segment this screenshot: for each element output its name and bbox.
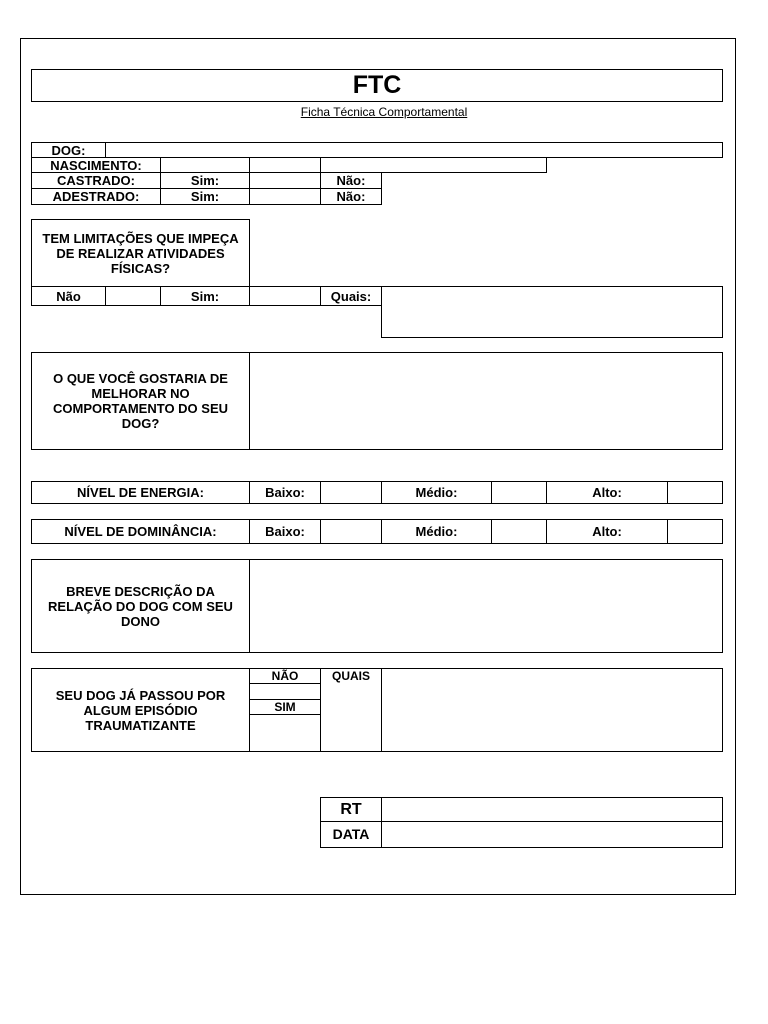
dominance-baixo-label: Baixo: xyxy=(249,519,321,544)
trauma-nao-field[interactable] xyxy=(249,683,321,700)
energy-alto-field[interactable] xyxy=(667,481,723,504)
nascimento-field-3[interactable] xyxy=(320,157,547,173)
energy-label: NÍVEL DE ENERGIA: xyxy=(31,481,250,504)
castrado-sim-field[interactable] xyxy=(249,172,321,189)
rt-field[interactable] xyxy=(381,797,723,822)
castrado-sim-label: Sim: xyxy=(160,172,250,189)
dominance-medio-label: Médio: xyxy=(381,519,492,544)
limitations-quais-field[interactable] xyxy=(381,286,723,338)
energy-medio-field[interactable] xyxy=(491,481,547,504)
trauma-quais-label: QUAIS xyxy=(320,668,382,684)
limitations-sim-field[interactable] xyxy=(249,286,321,306)
trauma-sim-field[interactable] xyxy=(249,714,321,752)
trauma-quais-column xyxy=(320,683,382,752)
limitations-quais-label: Quais: xyxy=(320,286,382,306)
relation-answer-field[interactable] xyxy=(249,559,723,653)
data-field[interactable] xyxy=(381,821,723,848)
castrado-label: CASTRADO: xyxy=(31,172,161,189)
improve-answer-field[interactable] xyxy=(249,352,723,450)
energy-medio-label: Médio: xyxy=(381,481,492,504)
dominance-alto-field[interactable] xyxy=(667,519,723,544)
nascimento-field-1[interactable] xyxy=(160,157,250,173)
rt-label: RT xyxy=(320,797,382,822)
data-label: DATA xyxy=(320,821,382,848)
trauma-question: SEU DOG JÁ PASSOU POR ALGUM EPISÓDIO TRAUMATIZANTE xyxy=(31,668,250,752)
limitations-nao-field[interactable] xyxy=(105,286,161,306)
relation-question: BREVE DESCRIÇÃO DA RELAÇÃO DO DOG COM SEU DONO xyxy=(31,559,250,653)
limitations-nao-label: Não xyxy=(31,286,106,306)
energy-baixo-field[interactable] xyxy=(320,481,382,504)
limitations-question: TEM LIMITAÇÕES QUE IMPEÇA DE REALIZAR ATIVIDADES FÍSICAS? xyxy=(31,219,250,287)
dog-label: DOG: xyxy=(31,142,106,158)
energy-baixo-label: Baixo: xyxy=(249,481,321,504)
adestrado-nao-label: Não: xyxy=(320,188,382,205)
adestrado-sim-field[interactable] xyxy=(249,188,321,205)
form-title: FTC xyxy=(31,69,723,102)
improve-question: O QUE VOCÊ GOSTARIA DE MELHORAR NO COMPORTAMENTO DO SEU DOG? xyxy=(31,352,250,450)
trauma-sim-label: SIM xyxy=(249,699,321,715)
adestrado-sim-label: Sim: xyxy=(160,188,250,205)
dominance-baixo-field[interactable] xyxy=(320,519,382,544)
trauma-nao-label: NÃO xyxy=(249,668,321,684)
adestrado-label: ADESTRADO: xyxy=(31,188,161,205)
dominance-alto-label: Alto: xyxy=(546,519,668,544)
trauma-quais-field[interactable] xyxy=(381,668,723,752)
dominance-label: NÍVEL DE DOMINÂNCIA: xyxy=(31,519,250,544)
limitations-sim-label: Sim: xyxy=(160,286,250,306)
dog-name-field[interactable] xyxy=(105,142,723,158)
castrado-nao-label: Não: xyxy=(320,172,382,189)
dominance-medio-field[interactable] xyxy=(491,519,547,544)
nascimento-field-2[interactable] xyxy=(249,157,321,173)
nascimento-label: NASCIMENTO: xyxy=(31,157,161,173)
energy-alto-label: Alto: xyxy=(546,481,668,504)
form-subtitle: Ficha Técnica Comportamental xyxy=(300,105,468,119)
